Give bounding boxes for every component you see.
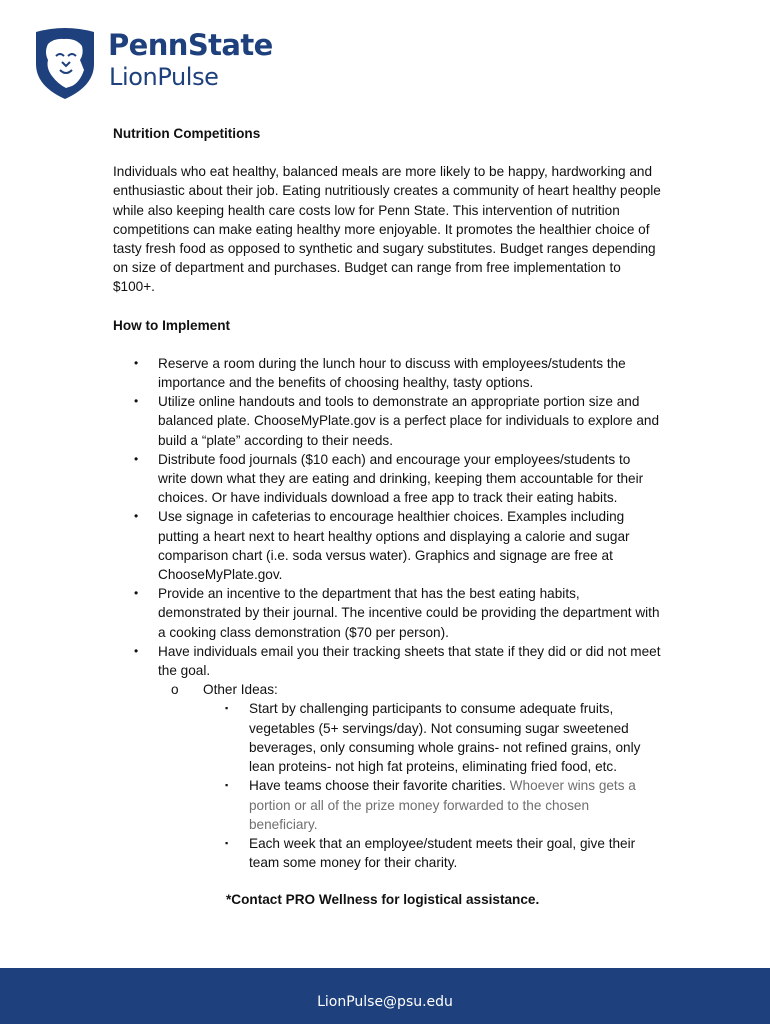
square-bullet-icon: ▪ bbox=[225, 837, 229, 848]
how-to-heading: How to Implement bbox=[113, 317, 231, 333]
list-item bbox=[113, 584, 661, 642]
list-item bbox=[113, 507, 661, 584]
brand-title: PennState bbox=[108, 28, 273, 62]
footer-email: LionPulse@psu.edu bbox=[317, 994, 453, 1010]
nittany-lion-shield-icon bbox=[32, 26, 98, 100]
other-ideas-label: Other Ideas: bbox=[203, 682, 278, 698]
step-text: Utilize online handouts and tools to demonstrate an appropriate portion size and balanced plate. ChooseMyPlate.gov is a perfect place for individuals to explore and build a “plate” according to their needs. bbox=[158, 394, 660, 448]
idea-text: Start by challenging participants to consume adequate fruits, vegetables (5+ servings/day). Not consuming sugar sweetened beverages, only consuming whole grains- not refined grains, only lean proteins- not high fat proteins, eliminating fried food, etc. bbox=[249, 701, 641, 775]
step-text: Provide an incentive to the department that has the best eating habits, demonstrated by their journal. The incentive could be providing the department with a cooking class demonstration ($70 per person). bbox=[158, 586, 660, 640]
intro-paragraph: Individuals who eat healthy, balanced meals are more likely to be happy, hardworking and enthusiastic about their job. Eating nutritiously creates a community of heart healthy people while also keeping health care costs low for Penn State. This intervention of nutrition competitions can make eating healthy more enjoyable. It promotes the healthier choice of tasty fresh food as opposed to synthetic and sugary substitutes. Budget ranges depending on size of department and purchases. Budget can range from free implementation to $100+. bbox=[113, 164, 661, 295]
steps-list bbox=[113, 354, 661, 872]
idea-text: Have teams choose their favorite charities. bbox=[249, 778, 506, 794]
bullet-icon: • bbox=[134, 509, 139, 524]
square-bullet-icon: ▪ bbox=[225, 780, 229, 791]
step-text: Reserve a room during the lunch hour to discuss with employees/students the importance and the benefits of choosing healthy, tasty options. bbox=[158, 355, 626, 391]
bullet-icon: • bbox=[134, 355, 139, 370]
ideas-list bbox=[203, 699, 661, 872]
contact-note: *Contact PRO Wellness for logistical assistance. bbox=[226, 892, 540, 908]
bullet-icon: • bbox=[134, 586, 139, 601]
bullet-icon: • bbox=[134, 451, 139, 466]
list-item bbox=[113, 776, 661, 834]
list-item bbox=[113, 642, 661, 872]
idea-text-muted: Whoever wins gets a portion or all of the prize money forwarded to the chosen beneficiary. bbox=[249, 778, 636, 832]
bullet-icon: • bbox=[134, 394, 139, 409]
bullet-icon: • bbox=[134, 643, 139, 658]
brand-subtitle: LionPulse bbox=[109, 63, 219, 91]
footer-bar bbox=[0, 968, 770, 1024]
list-item bbox=[113, 699, 661, 776]
list-item bbox=[113, 354, 661, 392]
document-title: Nutrition Competitions bbox=[113, 126, 261, 141]
list-item bbox=[113, 834, 661, 872]
header bbox=[32, 26, 432, 102]
idea-text: Each week that an employee/student meets their goal, give their team some money for their charity. bbox=[249, 835, 636, 871]
document-body bbox=[113, 124, 661, 910]
list-item bbox=[113, 392, 661, 450]
list-item bbox=[113, 450, 661, 508]
step-text: Distribute food journals ($10 each) and encourage your employees/students to write down what they are eating and drinking, keeping them accountable for their choices. Or have individuals download a free app to track their eating habits. bbox=[158, 451, 644, 506]
other-ideas-list bbox=[158, 680, 661, 872]
list-item bbox=[113, 680, 661, 872]
step-text: Use signage in cafeterias to encourage healthier choices. Examples including putting a heart next to heart healthy options and displaying a calorie and sugar comparison chart (i.e. soda versus water). Graphics and signage are free at ChooseMyPlate.gov. bbox=[158, 509, 630, 583]
step-text: Have individuals email you their tracking sheets that state if they did or did not meet the goal. bbox=[158, 643, 661, 679]
circle-bullet-icon: o bbox=[171, 682, 179, 698]
square-bullet-icon: ▪ bbox=[225, 703, 229, 714]
